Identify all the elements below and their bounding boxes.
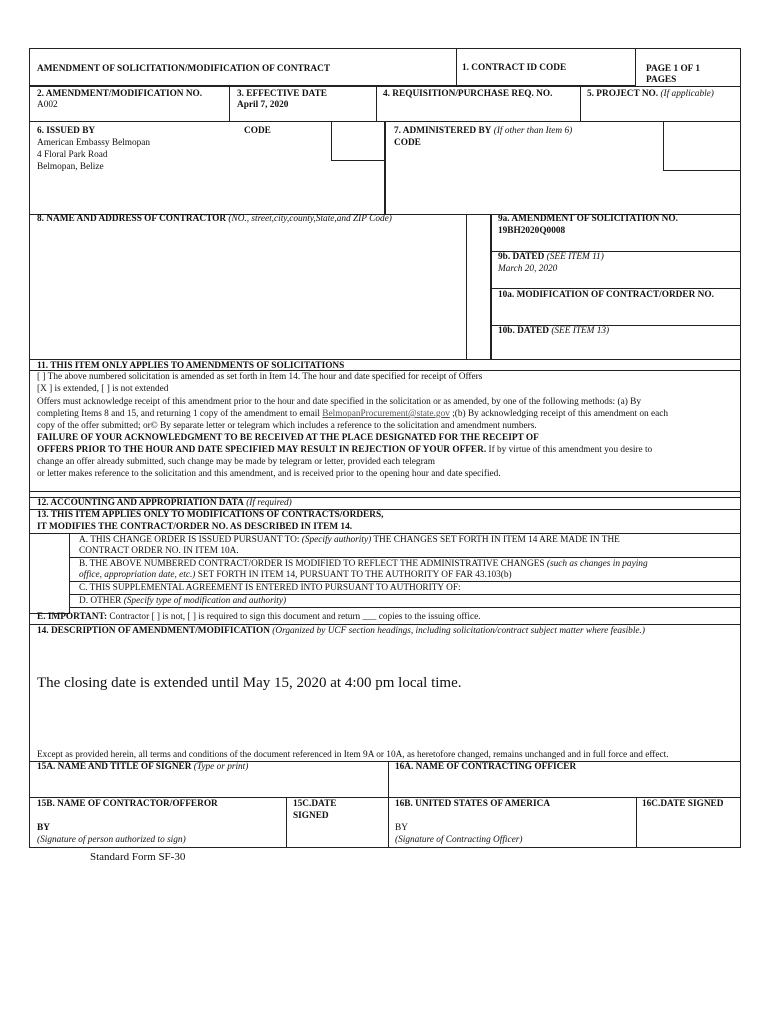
dated-9b-value: March 20, 2020 <box>498 264 558 274</box>
item14-footer-note: Except as provided herein, all terms and conditions of the document referenced in Item 9A or 10A, as heretofore changed, remains unchanged and in full force and effect. <box>37 750 669 760</box>
contractor-label: 8. NAME AND ADDRESS OF CONTRACTOR (NO., street,city,county,State,and ZIP Code) <box>37 214 392 224</box>
issued-by-label: 6. ISSUED BY <box>37 126 96 136</box>
item13-a-line-1: A. THIS CHANGE ORDER IS ISSUED PURSUANT TO: (Specify authority) THE CHANGES SET FORTH IN ITEM 14 ARE MADE IN THE <box>79 535 620 545</box>
item13-c-line: C. THIS SUPPLEMENTAL AGREEMENT IS ENTERED INTO PURSUANT TO AUTHORITY OF: <box>79 583 461 593</box>
item13-a-line-2: CONTRACT ORDER NO. IN ITEM 10A. <box>79 546 239 556</box>
item13-e-line: E. IMPORTANT: Contractor [ ] is not, [ ] is required to sign this document and return ___ copies to the issuing office. <box>37 612 481 622</box>
modification-contract-label: 10a. MODIFICATION OF CONTRACT/ORDER NO. <box>498 290 714 300</box>
item11-line-8: change an offer already submitted, such change may be made by telegram or letter, provided each telegram <box>37 457 436 467</box>
item12-label: 12. ACCOUNTING AND APPROPRIATION DATA (If required) <box>37 498 292 508</box>
sf30-form <box>29 48 741 848</box>
item14-block <box>29 624 741 762</box>
item11-line-5: copy of the offer submitted; or© By separate letter or telegram which includes a reference to the solicitation and amendment numbers. <box>37 421 537 431</box>
item13-title-1: 13. THIS ITEM APPLIES ONLY TO MODIFICATIONS OF CONTRACTS/ORDERS, <box>37 510 384 520</box>
amendment-no-value: A002 <box>37 100 58 110</box>
signer-16b-label: 16B. UNITED STATES OF AMERICA <box>395 799 551 809</box>
issued-by-line-1: American Embassy Belmopan <box>37 138 151 148</box>
issued-by-code: CODE <box>244 126 271 136</box>
item11-line-2: [X ] is extended, [ ] is not extended <box>37 384 169 394</box>
dated-10b-label: 10b. DATED (SEE ITEM 13) <box>498 326 610 336</box>
item11-title: 11. THIS ITEM ONLY APPLIES TO AMENDMENTS OF SOLICITATIONS <box>37 361 345 371</box>
page-count: PAGE 1 OF 1 <box>646 64 701 74</box>
project-no-label: 5. PROJECT NO. (If applicable) <box>587 89 714 99</box>
item11-line-1: [ ] The above numbered solicitation is amended as set forth in Item 14. The hour and date specified for receipt of Offers <box>37 372 483 382</box>
dated-9b-label: 9b. DATED (SEE ITEM 11) <box>498 252 604 262</box>
amendment-no-label: 2. AMENDMENT/MODIFICATION NO. <box>37 89 203 99</box>
email-link[interactable]: BelmopanProcurement@state.gov <box>322 409 450 419</box>
contractor-cell <box>29 214 491 360</box>
item14-description: The closing date is extended until May 15, 2020 at 4:00 pm local time. <box>37 675 462 691</box>
signer-16c-label: 16C.DATE SIGNED <box>642 799 724 809</box>
item13-b-line-2: office, appropriation date, etc.) SET FORTH IN ITEM 14, PURSUANT TO THE AUTHORITY OF FAR 43.103(b) <box>79 570 512 580</box>
signer-16b-by: BY <box>395 823 408 833</box>
form-footer-name: Standard Form SF-30 <box>90 851 186 863</box>
signer-15b-label: 15B. NAME OF CONTRACTOR/OFFEROR <box>37 799 218 809</box>
item11-line-6: FAILURE OF YOUR ACKNOWLEDGMENT TO BE RECEIVED AT THE PLACE DESIGNATED FOR THE RECEIPT OF <box>37 433 539 443</box>
item13-title-2: IT MODIFIES THE CONTRACT/ORDER NO. AS DESCRIBED IN ITEM 14. <box>37 522 353 532</box>
issued-by-line-2: 4 Floral Park Road <box>37 150 108 160</box>
signer-15a-label: 15A. NAME AND TITLE OF SIGNER (Type or print) <box>37 762 249 772</box>
contract-id-label: 1. CONTRACT ID CODE <box>462 63 567 73</box>
form-title: AMENDMENT OF SOLICITATION/MODIFICATION OF CONTRACT <box>37 64 331 74</box>
item11-line-7: OFFERS PRIOR TO THE HOUR AND DATE SPECIFIED MAY RESULT IN REJECTION OF YOUR OFFER. If by virtue of this amendment you desire to <box>37 445 653 455</box>
item11-line-4: completing Items 8 and 15, and returning 1 copy of the amendment to email BelmopanProcurement@state.gov ;(b) By acknowledging receipt of this amendment on each <box>37 409 669 419</box>
item13-d-line: D. OTHER (Specify type of modification and authority) <box>79 596 287 606</box>
administered-by-code: CODE <box>394 138 421 148</box>
signer-15c-label-1: 15C.DATE <box>293 799 337 809</box>
signer-16b-note: (Signature of Contracting Officer) <box>395 835 523 845</box>
item13-b-line-1: B. THE ABOVE NUMBERED CONTRACT/ORDER IS MODIFIED TO REFLECT THE ADMINISTRATIVE CHANGES (such as changes in paying <box>79 559 648 569</box>
issued-by-line-3: Belmopan, Belize <box>37 162 104 172</box>
effective-date-value: April 7, 2020 <box>237 100 289 110</box>
signer-15b-by: BY <box>37 823 50 833</box>
signer-15b-note: (Signature of person authorized to sign) <box>37 835 186 845</box>
effective-date-label: 3. EFFECTIVE DATE <box>237 89 327 99</box>
admin-code-box <box>663 121 741 171</box>
signer-16a-label: 16A. NAME OF CONTRACTING OFFICER <box>395 762 577 772</box>
contractor-code-strip <box>466 214 492 360</box>
pages-label: PAGES <box>646 75 677 85</box>
item11-line-3: Offers must acknowledge receipt of this amendment prior to the hour and date specified in the solicitation or as amended, by one of the following methods: (a) By <box>37 397 641 407</box>
issued-code-box <box>331 121 386 161</box>
administered-by-label: 7. ADMINISTERED BY (If other than Item 6) <box>394 126 573 136</box>
item13-checkbox-column <box>29 533 70 614</box>
amendment-solicitation-value: 19BH2020Q0008 <box>498 226 566 236</box>
requisition-label: 4. REQUISITION/PURCHASE REQ. NO. <box>383 89 553 99</box>
amendment-solicitation-label: 9a. AMENDMENT OF SOLICITATION NO. <box>498 214 678 224</box>
signer-15c-label-2: SIGNED <box>293 811 329 821</box>
item14-label: 14. DESCRIPTION OF AMENDMENT/MODIFICATION (Organized by UCF section headings, including solicitation/contract subject matter where feasible.) <box>37 626 645 636</box>
item11-line-9: or letter makes reference to the solicitation and this amendment, and is received prior to the opening hour and date specified. <box>37 469 501 479</box>
